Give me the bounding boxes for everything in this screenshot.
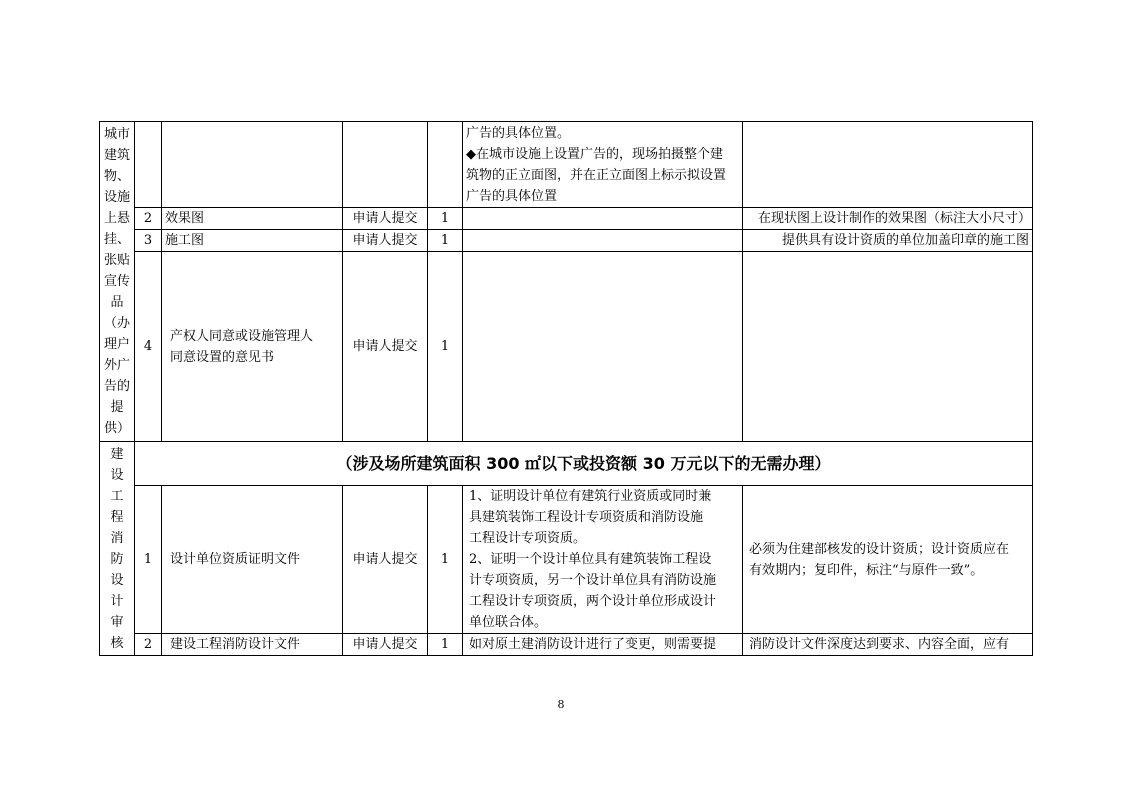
category-cell-fire-design-review: 建 设 工 程 消 防 设 计 审 核 [100, 442, 135, 656]
table-row [100, 634, 1033, 656]
name-cell: 产权人同意或设施管理人 同意设置的意见书 [162, 252, 343, 442]
name-cell: 效果图 [162, 208, 343, 230]
spec-cell: 广告的具体位置。 ◆在城市设施上设置广告的，现场拍摄整个建 筑物的正立面图，并在正立面图上标示拟设置 广告的具体位置 [463, 122, 743, 208]
count-cell: 1 [428, 230, 463, 252]
name-cell: 设计单位资质证明文件 [162, 486, 343, 634]
spec-cell [463, 252, 743, 442]
note-cell [743, 252, 1033, 442]
count-cell: 1 [428, 252, 463, 442]
num-cell: 2 [135, 634, 162, 656]
source-cell: 申请人提交 [343, 634, 428, 656]
note-cell: 必须为住建部核发的设计资质；设计资质应在 有效期内；复印件，标注“与原件一致”。 [743, 486, 1033, 634]
spec-cell [463, 230, 743, 252]
count-cell: 1 [428, 486, 463, 634]
spec-cell: 1、证明设计单位有建筑行业资质或同时兼 具建筑装饰工程设计专项资质和消防设施 工程设计专项资质。 2、证明一个设计单位具有建筑装饰工程设 计专项资质，另一个设计单位具有消防设施 工程设计专项资质，两个设计单位形成设计 单位联合体。 [463, 486, 743, 634]
table-row [100, 122, 1033, 208]
page-number: 8 [557, 698, 565, 711]
num-cell [135, 122, 162, 208]
table-row [100, 230, 1033, 252]
source-cell: 申请人提交 [343, 486, 428, 634]
materials-table [99, 121, 1033, 656]
num-cell: 3 [135, 230, 162, 252]
table-row [100, 208, 1033, 230]
count-cell: 1 [428, 634, 463, 656]
category-cell-outdoor-ads: 城市 建筑 物、 设施 上悬 挂、 张贴 宣传 品 （办 理户 外广 告的 提 供） [100, 122, 135, 442]
source-cell: 申请人提交 [343, 230, 428, 252]
count-cell: 1 [428, 208, 463, 230]
num-cell: 4 [135, 252, 162, 442]
table-row [100, 442, 1033, 486]
note-cell [743, 122, 1033, 208]
source-cell [343, 122, 428, 208]
exemption-banner: （涉及场所建筑面积 300 ㎡以下或投资额 30 万元以下的无需办理） [135, 442, 1033, 486]
source-cell: 申请人提交 [343, 208, 428, 230]
note-cell: 在现状图上设计制作的效果图（标注大小尺寸） [743, 208, 1033, 230]
num-cell: 2 [135, 208, 162, 230]
spec-cell [463, 208, 743, 230]
count-cell [428, 122, 463, 208]
name-cell [162, 122, 343, 208]
name-cell: 建设工程消防设计文件 [162, 634, 343, 656]
note-cell: 提供具有设计资质的单位加盖印章的施工图 [743, 230, 1033, 252]
num-cell: 1 [135, 486, 162, 634]
name-cell: 施工图 [162, 230, 343, 252]
table-row [100, 486, 1033, 634]
note-cell: 消防设计文件深度达到要求、内容全面，应有 [743, 634, 1033, 656]
spec-cell: 如对原土建消防设计进行了变更，则需要提 [463, 634, 743, 656]
table-row [100, 252, 1033, 442]
source-cell: 申请人提交 [343, 252, 428, 442]
